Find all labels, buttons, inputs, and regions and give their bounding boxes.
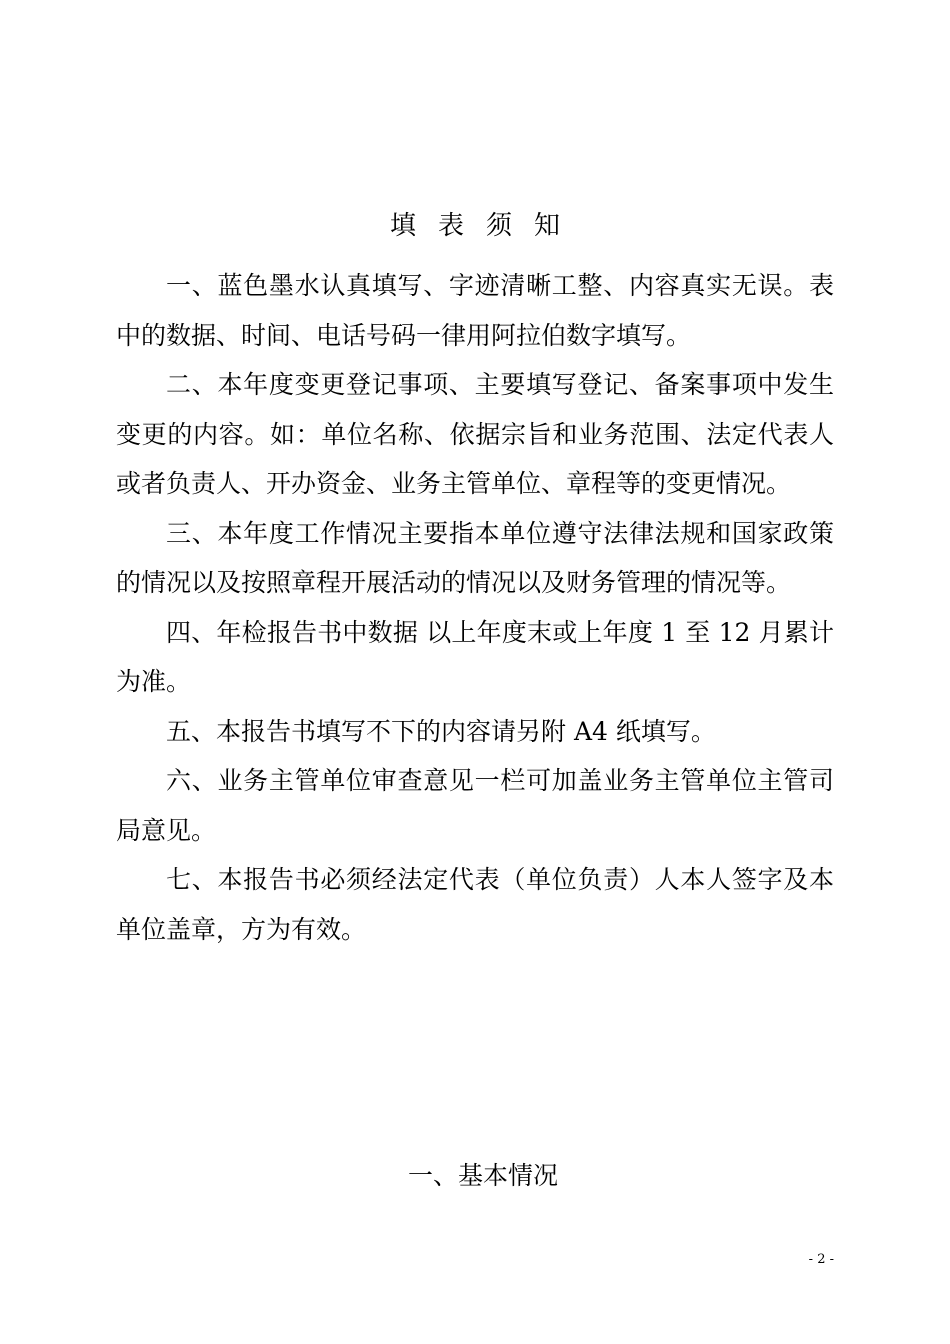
- instruction-paragraph-1: 一、蓝色墨水认真填写、字迹清晰工整、内容真实无误。表中的数据、时间、电话号码一律用阿拉伯数字填写。: [116, 271, 834, 350]
- instruction-paragraph-4: 四、年检报告书中数据 以上年度末或上年度 1 至 12 月累计为准。: [116, 617, 834, 696]
- page-number: - 2 -: [808, 1252, 834, 1267]
- page-title: 填表须知: [389, 211, 582, 241]
- instruction-paragraph-7: 七、本报告书必须经法定代表（单位负责）人本人签字及本单位盖章，方为有效。: [116, 865, 834, 944]
- instruction-paragraph-5: 五、本报告书填写不下的内容请另附 A4 纸填写。: [166, 716, 716, 746]
- instruction-paragraph-2: 二、本年度变更登记事项、主要填写登记、备案事项中发生变更的内容。如：单位名称、依据宗旨和业务范围、法定代表人或者负责人、开办资金、业务主管单位、章程等的变更情况。: [116, 370, 834, 498]
- section-heading: 一、基本情况: [407, 1161, 558, 1190]
- instructions-body: [116, 261, 834, 954]
- instruction-paragraph-3: 三、本年度工作情况主要指本单位遵守法律法规和国家政策的情况以及按照章程开展活动的情况以及财务管理的情况等。: [116, 518, 834, 597]
- instruction-paragraph-6: 六、业务主管单位审查意见一栏可加盖业务主管单位主管司局意见。: [116, 766, 834, 845]
